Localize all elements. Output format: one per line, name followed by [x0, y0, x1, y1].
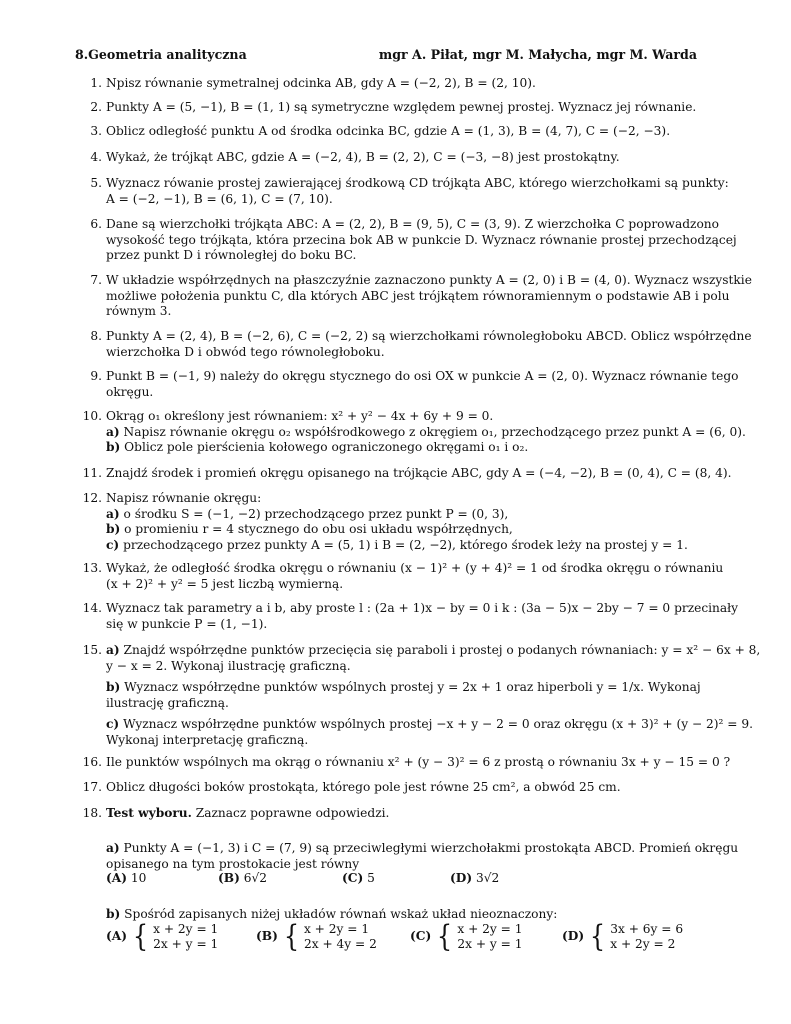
- problem-line-text: W układzie współrzędnych na płaszczyźnie zaznaczono punkty A = (2, 0) i B = (4, 0). Wyznacz wszystkie: [106, 273, 752, 287]
- problem-line-text: Znajdź środek i promień okręgu opisanego na trójkącie ABC, gdy A = (−4, −2), B = (0, 4), C = (8, 4).: [106, 466, 732, 480]
- problem-part: [106, 717, 754, 733]
- problem-line: [106, 150, 698, 166]
- problem-number: 1.: [90, 76, 102, 90]
- problem-line: [106, 466, 732, 482]
- problem-lead: Test wyboru.: [106, 806, 192, 820]
- problem-line: [106, 617, 698, 633]
- problem-part: [106, 507, 698, 523]
- system-equation: 2x + y = 1: [457, 937, 523, 951]
- system-equations: [153, 922, 218, 952]
- problem-text: [106, 755, 731, 771]
- problem-number: 14.: [82, 601, 102, 615]
- test-b-line-text: Spośród zapisanych niżej układów równań wskaż układ nieoznaczony:: [124, 907, 558, 921]
- system-equations: [304, 922, 377, 952]
- part-text: przechodzącego przez punkty A = (5, 1) i B = (2, −2), którego środek leży na prostej y = 1.: [123, 537, 688, 552]
- answer-label: (D): [450, 871, 473, 885]
- problem-line-text: Dane są wierzchołki trójkąta ABC: A = (2, 2), B = (9, 5), C = (3, 9). Z wierzchołka C poprowadzono: [106, 217, 719, 231]
- problem-line: [106, 76, 698, 92]
- test-a-answer-option: [342, 871, 375, 887]
- problem-line: [106, 369, 739, 385]
- problem-number: 3.: [90, 124, 102, 138]
- system-equation: 3x + 6y = 6: [610, 922, 684, 936]
- system-equations: [457, 922, 522, 952]
- problem-number: 6.: [90, 217, 102, 231]
- part-text: Oblicz pole pierścienia kołowego ograniczonego okręgami o₁ i o₂.: [124, 440, 529, 455]
- problem-line: [106, 491, 698, 507]
- test-b-system-option: [562, 919, 684, 954]
- part-text: o promieniu r = 4 stycznego do obu osi układu współrzędnych,: [124, 522, 513, 537]
- problem-text: [106, 176, 729, 207]
- problem-text: [106, 150, 698, 166]
- test-question-b-text: [106, 907, 698, 923]
- problem-line: [106, 806, 698, 822]
- answer-value: 5: [367, 871, 375, 885]
- part-text: o środku S = (−1, −2) przechodzącego przez punkt P = (0, 3),: [123, 506, 509, 521]
- part-text: Znajdź współrzędne punktów przecięcia się paraboli i prostej o podanych równaniach: y = x² − 6x + 8,: [123, 643, 761, 657]
- problem-line: [106, 232, 737, 249]
- problem-number: 13.: [82, 561, 102, 575]
- problem-line: [106, 601, 739, 617]
- part-text: Wyznacz współrzędne punktów wspólnych prostej y = 2x + 1 oraz hiperboli y = 1/x. Wykonaj: [124, 680, 701, 695]
- test-a-line-text: Punkty A = (−1, 3) i C = (7, 9) są przeciwległymi wierzchołakmi prostokąta ABCD. Promień okręgu: [123, 841, 739, 855]
- part-label: b): [106, 680, 121, 695]
- problem-text: [106, 806, 698, 822]
- test-b-system-option: [106, 919, 219, 954]
- problem-line-text: Wykaż, że trójkąt ABC, gdzie A = (−2, 4), B = (2, 2), C = (−3, −8) jest prostokątny.: [106, 150, 620, 164]
- problem-line-text: wierzchołka D i obwód tego równoległoboku.: [106, 344, 385, 359]
- problem-text: [106, 780, 698, 796]
- problem-line-text: Punkty A = (2, 4), B = (−2, 6), C = (−2, 2) są wierzchołkami równoległoboku ABCD. Oblicz współrzędne: [106, 329, 752, 343]
- brace-symbol: {: [283, 919, 300, 954]
- problem-line: [106, 780, 698, 796]
- system-equation: x + 2y = 1: [457, 922, 523, 936]
- problem-line: [106, 755, 731, 771]
- problem-line: [106, 176, 729, 192]
- system-equations: [610, 922, 683, 952]
- system-label: (A): [106, 929, 127, 944]
- problem-number: 2.: [90, 100, 102, 114]
- problem-text: [106, 561, 724, 592]
- problem-line: [106, 577, 698, 593]
- problem-text: [106, 329, 752, 360]
- brace-symbol: {: [590, 919, 606, 954]
- test-question-a-text: [106, 841, 739, 872]
- part-label: a): [106, 424, 120, 439]
- problem-number: 7.: [90, 273, 102, 287]
- problem-line-text: wysokość tego trójkąta, która przecina bok AB w punkcie D. Wyznacz równanie prostej przechodzącej: [106, 232, 737, 247]
- problem-line-text: Oblicz długości boków prostokąta, którego pole jest równe 25 cm², a obwód 25 cm.: [106, 780, 621, 794]
- problem-line-text: Napisz równanie okręgu:: [106, 491, 262, 505]
- page-header: [75, 47, 697, 65]
- problem-part: [106, 440, 698, 456]
- system-equation: x + 2y = 1: [303, 922, 370, 936]
- problem-line-text: A = (−2, −1), B = (6, 1), C = (7, 10).: [106, 191, 333, 206]
- problem-number: 18.: [82, 806, 102, 820]
- problem-line: [106, 192, 698, 208]
- problem-line-text: Wykaż, że odległość środka okręgu o równaniu (x − 1)² + (y + 4)² = 1 od środka okręgu o równaniu: [106, 561, 724, 575]
- brace-symbol: {: [132, 919, 149, 954]
- document-authors: mgr A. Piłat, mgr M. Małycha, mgr M. Warda: [378, 47, 697, 62]
- system-equation: x + 2y = 2: [610, 937, 676, 951]
- problem-line-text: równym 3.: [106, 304, 172, 319]
- problem-number: 16.: [82, 755, 102, 769]
- problem-part-continuation: y − x = 2. Wykonaj ilustrację graficzną.: [106, 658, 351, 673]
- problem-line: [106, 304, 698, 320]
- answer-value: 3√2: [475, 871, 500, 885]
- problem-line-text: Wyznacz tak parametry a i b, aby proste l : (2a + 1)x − by = 0 i k : (3a − 5)x − 2by − 7 = 0 przecinały: [106, 601, 739, 615]
- problem-line: [106, 329, 752, 345]
- problem-line-text: okręgu.: [106, 384, 154, 399]
- problem-part-continuation: ilustrację graficzną.: [106, 695, 229, 710]
- problem-line: [106, 385, 698, 401]
- problem-line-text: Oblicz odległość punktu A od środka odcinka BC, gdzie A = (1, 3), B = (4, 7), C = (−2, −3).: [106, 124, 671, 138]
- test-a-answer-option: [106, 871, 146, 887]
- problem-number: 4.: [90, 150, 102, 164]
- part-label: c): [106, 537, 120, 552]
- test-b-system-option: [256, 919, 377, 954]
- test-b-system-option: [410, 919, 523, 954]
- problem-part: [106, 522, 698, 538]
- problem-part: [106, 643, 761, 659]
- problem-line: [106, 100, 698, 116]
- problem-line-text: Npisz równanie symetralnej odcinka AB, gdy A = (−2, 2), B = (2, 10).: [106, 76, 536, 90]
- answer-label: (C): [342, 871, 364, 885]
- test-a-answer-option: [450, 871, 499, 887]
- problem-line: [106, 345, 698, 361]
- problem-line: [106, 248, 698, 264]
- problem-line-text: możliwe położenia punktu C, dla których ABC jest trójkątem równoramiennym o podstawie AB i polu: [106, 288, 730, 303]
- part-label: a): [106, 506, 120, 521]
- answer-value: 10: [130, 871, 147, 885]
- problem-number: 15.: [82, 643, 102, 657]
- answer-label: (A): [106, 871, 127, 885]
- test-a-line: [106, 841, 739, 857]
- system-label: (D): [562, 929, 585, 944]
- document-title: 8.Geometria analityczna: [75, 47, 247, 62]
- problem-line: [106, 409, 698, 425]
- problem-line: [106, 124, 698, 140]
- problem-line-text: przez punkt D i równoległej do boku BC.: [106, 248, 357, 263]
- problem-line-text: Ile punktów wspólnych ma okrąg o równaniu x² + (y − 3)² = 6 z prostą o równaniu 3x + y − 15 = 0 ?: [106, 755, 731, 769]
- system-label: (B): [256, 929, 278, 944]
- problem-part-continuation: Wykonaj interpretację graficzną.: [106, 732, 309, 747]
- test-b-label: b): [106, 907, 121, 921]
- problem-line-text: Okrąg o₁ określony jest równaniem: x² + y² − 4x + 6y + 9 = 0.: [106, 409, 494, 423]
- system-equation: 2x + y = 1: [153, 937, 219, 951]
- problem-line: [106, 273, 752, 289]
- problem-part: [106, 424, 746, 441]
- problem-number: 17.: [82, 780, 102, 794]
- answer-value: 6√2: [243, 871, 267, 885]
- part-text: Napisz równanie okręgu o₂ współśrodkowego z okręgiem o₁, przechodzącego przez punkt A = (6, 0).: [123, 424, 746, 439]
- answer-label: (B): [218, 871, 240, 885]
- problem-number: 8.: [90, 329, 102, 343]
- problem-line: [106, 561, 724, 577]
- problem-text: [106, 601, 739, 632]
- system-equation: 2x + 4y = 2: [303, 937, 377, 951]
- problem-line-text: Wyznacz rówanie prostej zawierającej środkową CD trójkąta ABC, którego wierzchołkami są punkty:: [106, 176, 729, 190]
- problem-text: [106, 273, 752, 320]
- problem-text: [106, 100, 698, 116]
- problem-text: [106, 466, 732, 482]
- part-label: b): [106, 522, 121, 537]
- problem-text: [106, 491, 698, 553]
- problem-number: 5.: [90, 176, 102, 190]
- problem-line-text: (x + 2)² + y² = 5 jest liczbą wymierną.: [106, 576, 344, 591]
- problem-part: [106, 680, 701, 696]
- problem-line-text: się w punkcie P = (1, −1).: [106, 616, 268, 631]
- problem-part: [106, 538, 698, 554]
- problem-line-text: Punkt B = (−1, 9) należy do okręgu stycznego do osi OX w punkcie A = (2, 0). Wyznacz równanie tego: [106, 369, 739, 383]
- problem-text: [106, 369, 739, 400]
- system-label: (C): [410, 929, 432, 944]
- problem-text: [106, 217, 737, 264]
- part-label: b): [106, 440, 121, 455]
- problem-text: [106, 76, 698, 92]
- problem-number: 12.: [82, 491, 102, 505]
- problem-text: [106, 124, 698, 140]
- problem-text: [106, 643, 761, 749]
- test-b-line: [106, 907, 698, 923]
- part-text: Wyznacz współrzędne punktów wspólnych prostej −x + y − 2 = 0 oraz okręgu (x + 3)² + (y − 2)² = 9.: [123, 717, 754, 732]
- problem-line-text: Punkty A = (5, −1), B = (1, 1) są symetryczne względem pewnej prostej. Wyznacz jej równanie.: [106, 100, 697, 114]
- problem-number: 9.: [90, 369, 102, 383]
- problem-line-text: Zaznacz poprawne odpowiedzi.: [195, 806, 390, 820]
- test-a-answer-option: [218, 871, 267, 887]
- part-label: a): [106, 643, 120, 657]
- problem-line: [106, 288, 730, 305]
- problem-number: 10.: [82, 409, 102, 423]
- system-equation: x + 2y = 1: [153, 922, 219, 936]
- brace-symbol: {: [437, 919, 453, 954]
- problem-line: [106, 217, 719, 233]
- test-a-label: a): [106, 841, 120, 855]
- problem-number: 11.: [82, 466, 102, 480]
- part-label: c): [106, 717, 120, 732]
- problem-text: [106, 409, 746, 456]
- test-a-line: opisanego na tym prostokacie jest równy: [106, 856, 360, 871]
